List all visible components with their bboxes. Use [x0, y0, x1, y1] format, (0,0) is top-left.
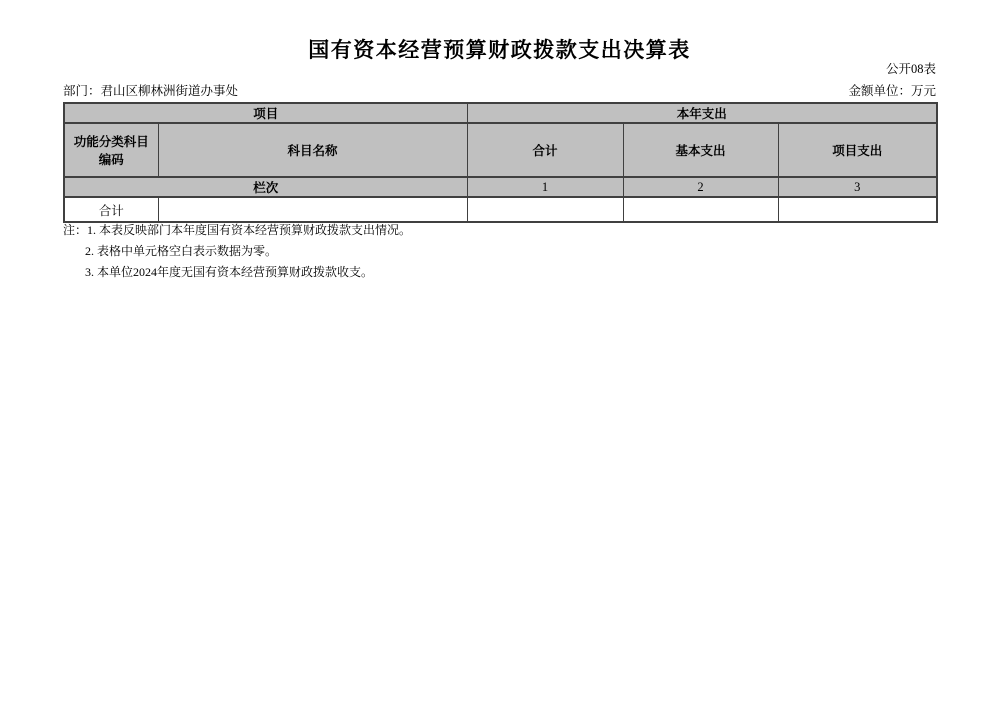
cell-project-value [778, 197, 937, 222]
header-function-code: 功能分类科目编码 [64, 123, 158, 177]
header-column-index-label: 栏次 [64, 177, 467, 197]
column-index-3: 3 [778, 177, 937, 197]
footnote-1: 注：1. 本表反映部门本年度国有资本经营预算财政拨款支出情况。 [63, 223, 412, 237]
cell-row-label: 合计 [64, 197, 158, 222]
table-row-total [64, 197, 937, 222]
table-code-label: 公开08表 [885, 62, 936, 76]
header-project-expenditure: 项目支出 [778, 123, 937, 177]
unit-label: 金额单位：万元 [848, 84, 936, 98]
footnote-3: 3. 本单位2024年度无国有资本经营预算财政拨款收支。 [85, 265, 374, 279]
header-index-row [64, 177, 937, 197]
cell-total-value [467, 197, 623, 222]
column-index-2: 2 [623, 177, 778, 197]
meta-row [63, 84, 936, 98]
header-total: 合计 [467, 123, 623, 177]
column-index-1: 1 [467, 177, 623, 197]
department-label: 部门：君山区柳林洲街道办事处 [63, 84, 239, 98]
page-title: 国有资本经营预算财政拨款支出决算表 [308, 38, 691, 62]
expenditure-table [63, 102, 938, 223]
header-subject-name: 科目名称 [158, 123, 467, 177]
header-current-year-group: 本年支出 [467, 103, 937, 123]
header-columns-row [64, 123, 937, 177]
header-basic-expenditure: 基本支出 [623, 123, 778, 177]
header-group-row [64, 103, 937, 123]
header-project-group: 项目 [64, 103, 467, 123]
footnote-2: 2. 表格中单元格空白表示数据为零。 [85, 244, 278, 258]
cell-subject-name [158, 197, 467, 222]
cell-basic-value [623, 197, 778, 222]
